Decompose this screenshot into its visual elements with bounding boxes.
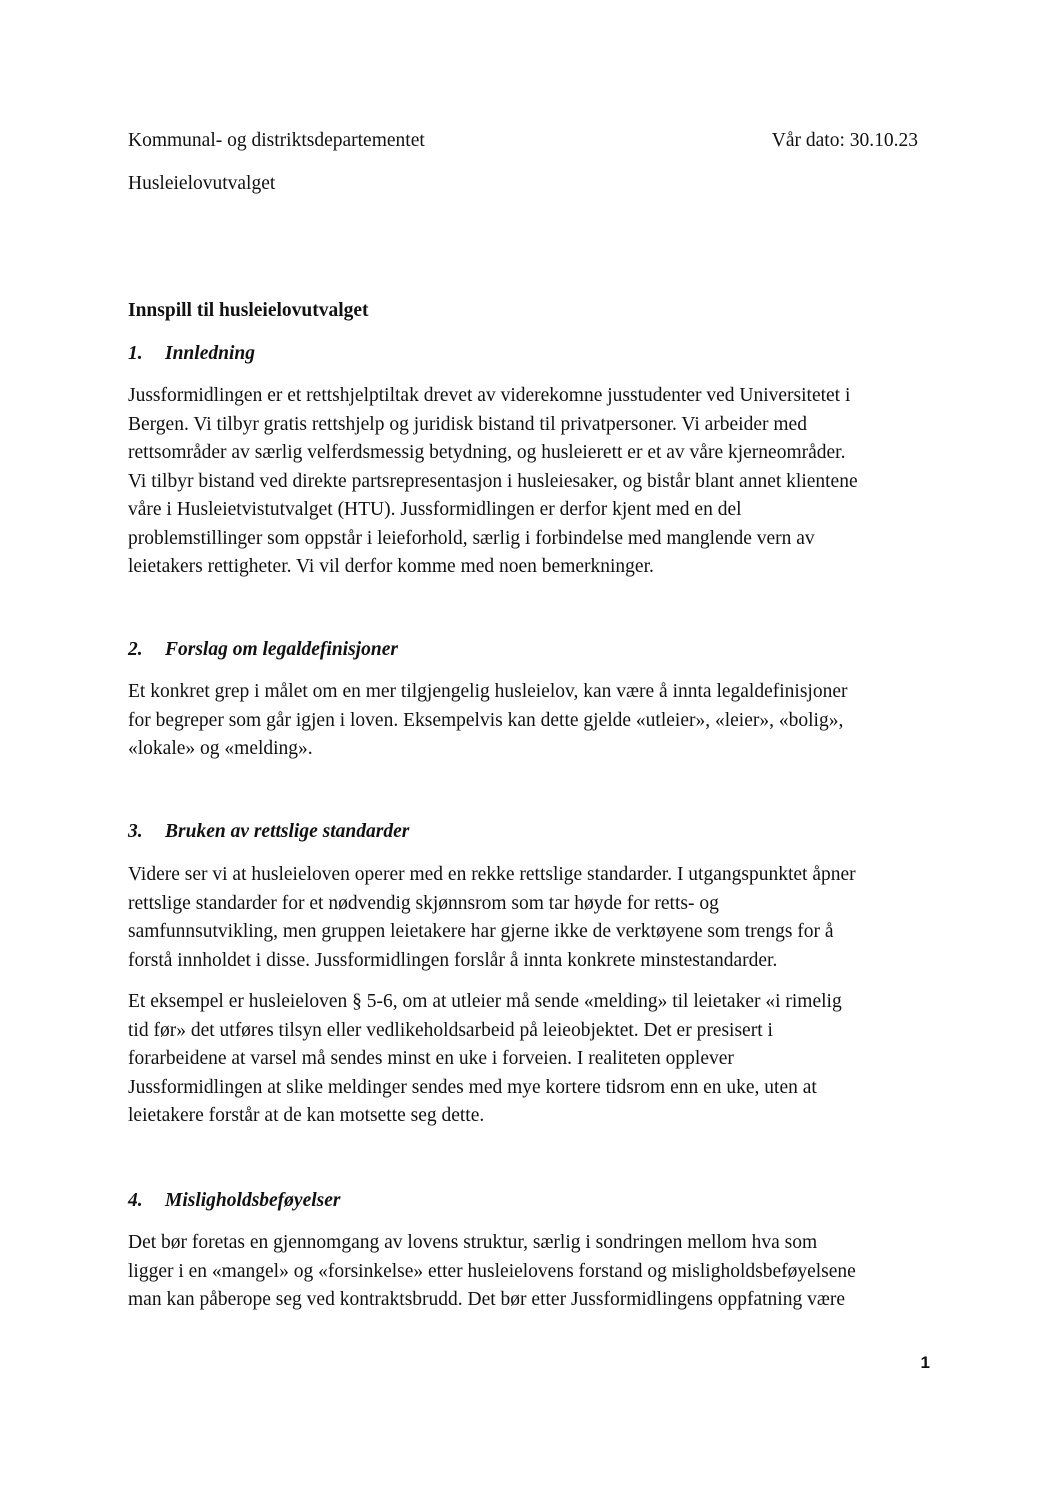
section-number: 3. [128, 821, 143, 842]
document-title: Innspill til husleielovutvalget [128, 300, 369, 321]
section-1-heading [128, 340, 255, 369]
paragraph-line: rettsområder av særlig velferdsmessig betydning, og husleierett er et av våre kjerneområder. [128, 442, 846, 463]
paragraph-line: Et konkret grep i målet om en mer tilgjengelig husleielov, kan være å innta legaldefinisjoner [128, 681, 848, 702]
section-4-heading [128, 1187, 341, 1216]
section-title: Misligholdsbeføyelser [165, 1190, 341, 1211]
section-number: 2. [128, 639, 143, 660]
paragraph-line: man kan påberope seg ved kontraktsbrudd. Det bør etter Jussformidlingens oppfatning være [128, 1289, 845, 1310]
paragraph-line: rettslige standarder for et nødvendig skjønnsrom som tar høyde for retts- og [128, 892, 719, 914]
section-title: Forslag om legaldefinisjoner [165, 639, 398, 660]
paragraph-line: Vi tilbyr bistand ved direkte partsrepresentasjon i husleiesaker, og bistår blant annet klientene [128, 470, 858, 492]
section-2-heading [128, 636, 398, 665]
paragraph-line: Jussformidlingen at slike meldinger sendes med mye kortere tidsrom enn en uke, uten at [128, 1076, 817, 1098]
paragraph-line: Videre ser vi at husleieloven operer med en rekke rettslige standarder. I utgangspunktet åpner [128, 864, 856, 885]
paragraph-line: Bergen. Vi tilbyr gratis rettshjelp og juridisk bistand til privatpersoner. Vi arbeider med [128, 413, 807, 435]
section-title: Bruken av rettslige standarder [165, 821, 410, 842]
section-1-paragraph [128, 382, 928, 582]
paragraph-line: Jussformidlingen er et rettshjelptiltak drevet av viderekomne jusstudenter ved Universitetet i [128, 385, 851, 406]
section-title: Innledning [165, 343, 255, 364]
paragraph-line: Et eksempel er husleieloven § 5-6, om at utleier må sende «melding» til leietaker «i rimelig [128, 991, 842, 1012]
paragraph-line: ligger i en «mangel» og «forsinkelse» etter husleielovens forstand og misligholdsbeføyelsene [128, 1260, 856, 1282]
paragraph-line: forstå innholdet i disse. Jussformidlingen forslår å innta konkrete minstestandarder. [128, 949, 778, 971]
document-date: Vår dato: 30.10.23 [771, 130, 918, 151]
section-3-heading [128, 818, 409, 847]
page-number: 1 [920, 1353, 930, 1372]
paragraph-line: tid før» det utføres tilsyn eller vedlikeholdsarbeid på leieobjektet. Det er presisert i [128, 1019, 773, 1041]
paragraph-line: leietakere forstår at de kan motsette seg dette. [128, 1105, 485, 1126]
paragraph-line: samfunnsutvikling, men gruppen leietakere har gjerne ikke de verktøyene som trengs for å [128, 921, 834, 942]
paragraph-line: forarbeidene at varsel må sendes minst en uke i forveien. I realiteten opplever [128, 1048, 734, 1069]
paragraph-line: Det bør foretas en gjennomgang av lovens struktur, særlig i sondringen mellom hva som [128, 1232, 818, 1253]
paragraph-line: «lokale» og «melding». [128, 738, 313, 759]
section-number: 4. [128, 1190, 143, 1211]
section-number: 1. [128, 343, 143, 364]
committee-name: Husleielovutvalget [128, 173, 276, 194]
paragraph-line: leietakers rettigheter. Vi vil derfor komme med noen bemerkninger. [128, 556, 654, 577]
section-4-paragraph [128, 1229, 928, 1315]
paragraph-line: våre i Husleietvistutvalget (HTU). Jussformidlingen er derfor kjent med en del [128, 499, 742, 520]
paragraph-line: problemstillinger som oppstår i leieforhold, særlig i forbindelse med manglende vern av [128, 527, 815, 549]
section-2-paragraph [128, 678, 928, 764]
paragraph-line: for begreper som går igjen i loven. Eksempelvis kan dette gjelde «utleier», «leier», «bolig», [128, 709, 844, 731]
ministry-name: Kommunal- og distriktsdepartementet [128, 130, 425, 151]
section-3-paragraph-2 [128, 988, 928, 1131]
section-3-paragraph-1 [128, 861, 928, 975]
